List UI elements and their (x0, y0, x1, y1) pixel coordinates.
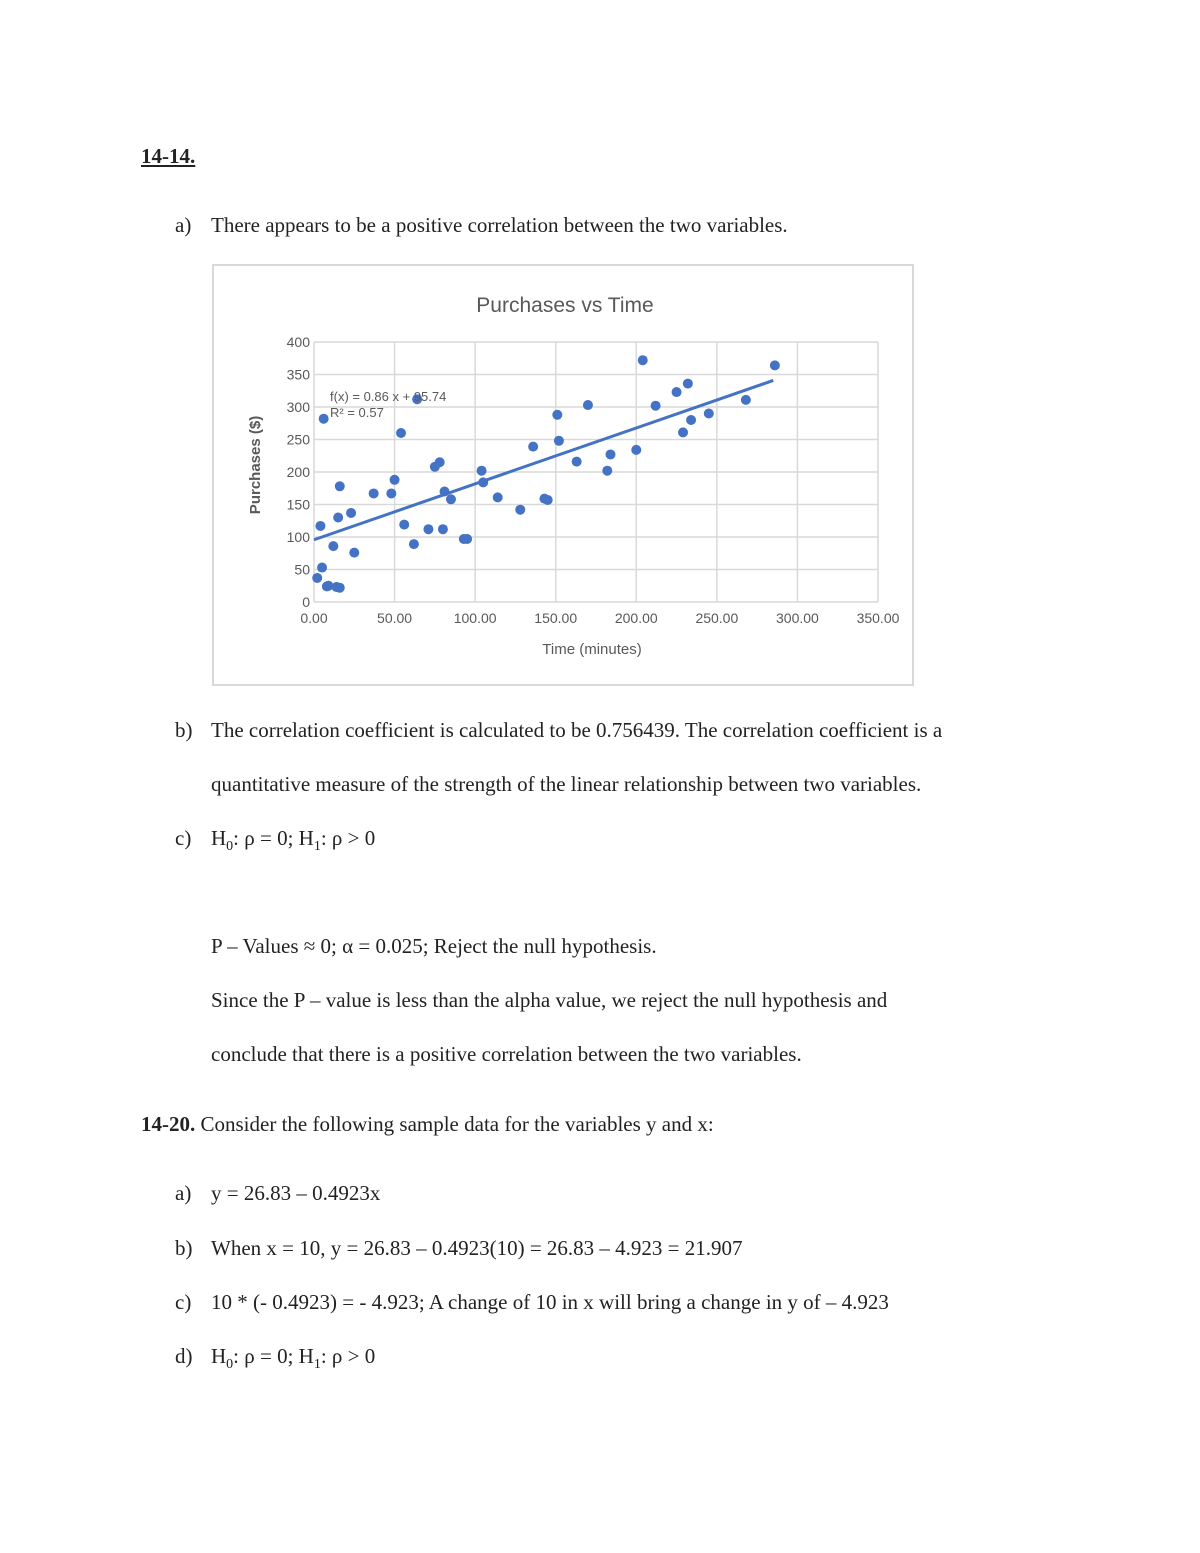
problem-14-20-intro: Consider the following sample data for the variables y and x: (200, 1112, 714, 1136)
y-tick-label: 400 (286, 334, 310, 350)
x-tick-label: 200.00 (614, 610, 658, 626)
data-point (423, 524, 433, 534)
item-b-line1: The correlation coefficient is calculated to be 0.756439. The correlation coefficient is a (211, 718, 943, 742)
data-point (631, 445, 641, 455)
data-point (386, 488, 396, 498)
q2-h1-subscript: 1 (313, 1357, 321, 1373)
data-point (335, 583, 345, 593)
data-point (672, 387, 682, 397)
x-tick-label: 150.00 (534, 610, 578, 626)
data-point (346, 508, 356, 518)
item-b-label: b) (175, 718, 193, 742)
data-point (317, 563, 327, 573)
data-point (651, 401, 661, 411)
p-value-line: P – Values ≈ 0; α = 0.025; Reject the null hypothesis. (211, 934, 657, 958)
q2-item-c-label: c) (175, 1290, 192, 1314)
data-point (446, 494, 456, 504)
problem-14-20 (141, 1112, 714, 1137)
data-point (572, 457, 582, 467)
data-point (552, 410, 562, 420)
item-c-hypotheses (211, 826, 375, 855)
q2-hypothesis-end: : ρ > 0 (320, 1344, 376, 1368)
data-point (312, 573, 322, 583)
hypothesis-middle: : ρ = 0; H (233, 826, 314, 850)
y-tick-label: 200 (286, 464, 310, 480)
data-point (477, 466, 487, 476)
q2-item-b-text: When x = 10, y = 26.83 – 0.4923(10) = 26.83 – 4.923 = 21.907 (211, 1236, 743, 1260)
q2-item-a-text: y = 26.83 – 0.4923x (211, 1181, 381, 1205)
x-axis-label: Time (minutes) (542, 641, 642, 658)
x-tick-label: 300.00 (776, 610, 819, 626)
data-point (515, 505, 525, 515)
conclusion-line2: conclude that there is a positive correlation between the two variables. (211, 1042, 802, 1066)
q2-item-c-text: 10 * (- 0.4923) = - 4.923; A change of 10 in x will bring a change in y of – 4.923 (211, 1290, 889, 1314)
data-point (686, 415, 696, 425)
h0-symbol: H (211, 826, 227, 850)
heading-14-20: 14-20. (141, 1112, 196, 1136)
y-tick-label: 350 (286, 366, 310, 383)
data-point (396, 428, 406, 438)
y-tick-labels (287, 334, 311, 610)
h1-subscript: 1 (313, 839, 321, 855)
data-point (478, 477, 488, 487)
data-point (440, 487, 450, 497)
data-point (583, 400, 593, 410)
x-tick-label: 250.00 (695, 610, 739, 626)
q2-item-d-hypotheses (211, 1344, 375, 1373)
x-tick-label: 350.00 (856, 610, 900, 626)
data-point (528, 442, 538, 452)
y-axis-label: Purchases ($) (247, 415, 264, 515)
y-tick-label: 100 (286, 529, 310, 545)
data-point (409, 539, 419, 549)
scatter-chart (212, 264, 914, 686)
x-tick-label: 100.00 (453, 610, 497, 626)
q2-h0-symbol: H (211, 1344, 227, 1368)
data-point (328, 541, 338, 551)
y-tick-label: 0 (302, 594, 310, 610)
item-a-text: There appears to be a positive correlation between the two variables. (211, 213, 788, 237)
heading-14-14: 14-14. (141, 144, 196, 168)
data-point (602, 466, 612, 476)
data-point (543, 495, 553, 505)
data-point (606, 449, 616, 459)
data-point (683, 379, 693, 389)
data-point (399, 520, 409, 530)
x-tick-label: 0.00 (300, 610, 328, 626)
x-tick-labels (300, 610, 899, 626)
data-point (770, 360, 780, 370)
data-point (554, 436, 564, 446)
q2-h0-subscript: 0 (226, 1357, 234, 1373)
data-point (493, 492, 503, 502)
data-point (638, 355, 648, 365)
h0-subscript: 0 (226, 839, 234, 855)
data-point (390, 475, 400, 485)
data-point (438, 524, 448, 534)
y-tick-label: 50 (294, 561, 310, 578)
chart-title: Purchases vs Time (476, 294, 654, 317)
item-a-label: a) (175, 213, 192, 237)
data-point (335, 481, 345, 491)
data-point (315, 521, 325, 531)
item-c-label: c) (175, 826, 192, 850)
y-tick-label: 250 (286, 431, 310, 448)
trend-r-squared: R² = 0.57 (330, 405, 384, 420)
q2-item-a-label: a) (175, 1181, 192, 1205)
conclusion-line1: Since the P – value is less than the alpha value, we reject the null hypothesis and (211, 988, 888, 1012)
item-b-line2: quantitative measure of the strength of the linear relationship between two variables. (211, 772, 922, 796)
y-tick-label: 150 (286, 496, 310, 513)
data-point (333, 513, 343, 523)
hypothesis-end: : ρ > 0 (320, 826, 376, 850)
data-point (319, 414, 329, 424)
data-point (741, 395, 751, 405)
data-point (435, 457, 445, 467)
data-point (462, 534, 472, 544)
x-tick-label: 50.00 (377, 610, 413, 626)
q2-item-d-label: d) (175, 1344, 193, 1368)
y-tick-label: 300 (286, 399, 310, 415)
chart-gridlines (314, 342, 878, 602)
data-point (369, 488, 379, 498)
data-point (678, 427, 688, 437)
q2-item-b-label: b) (175, 1236, 193, 1260)
data-point (704, 409, 714, 419)
data-point (349, 548, 359, 558)
trend-equation: f(x) = 0.86 x + 95.74 (330, 389, 447, 404)
chart-svg (214, 266, 912, 684)
q2-hypothesis-middle: : ρ = 0; H (233, 1344, 314, 1368)
